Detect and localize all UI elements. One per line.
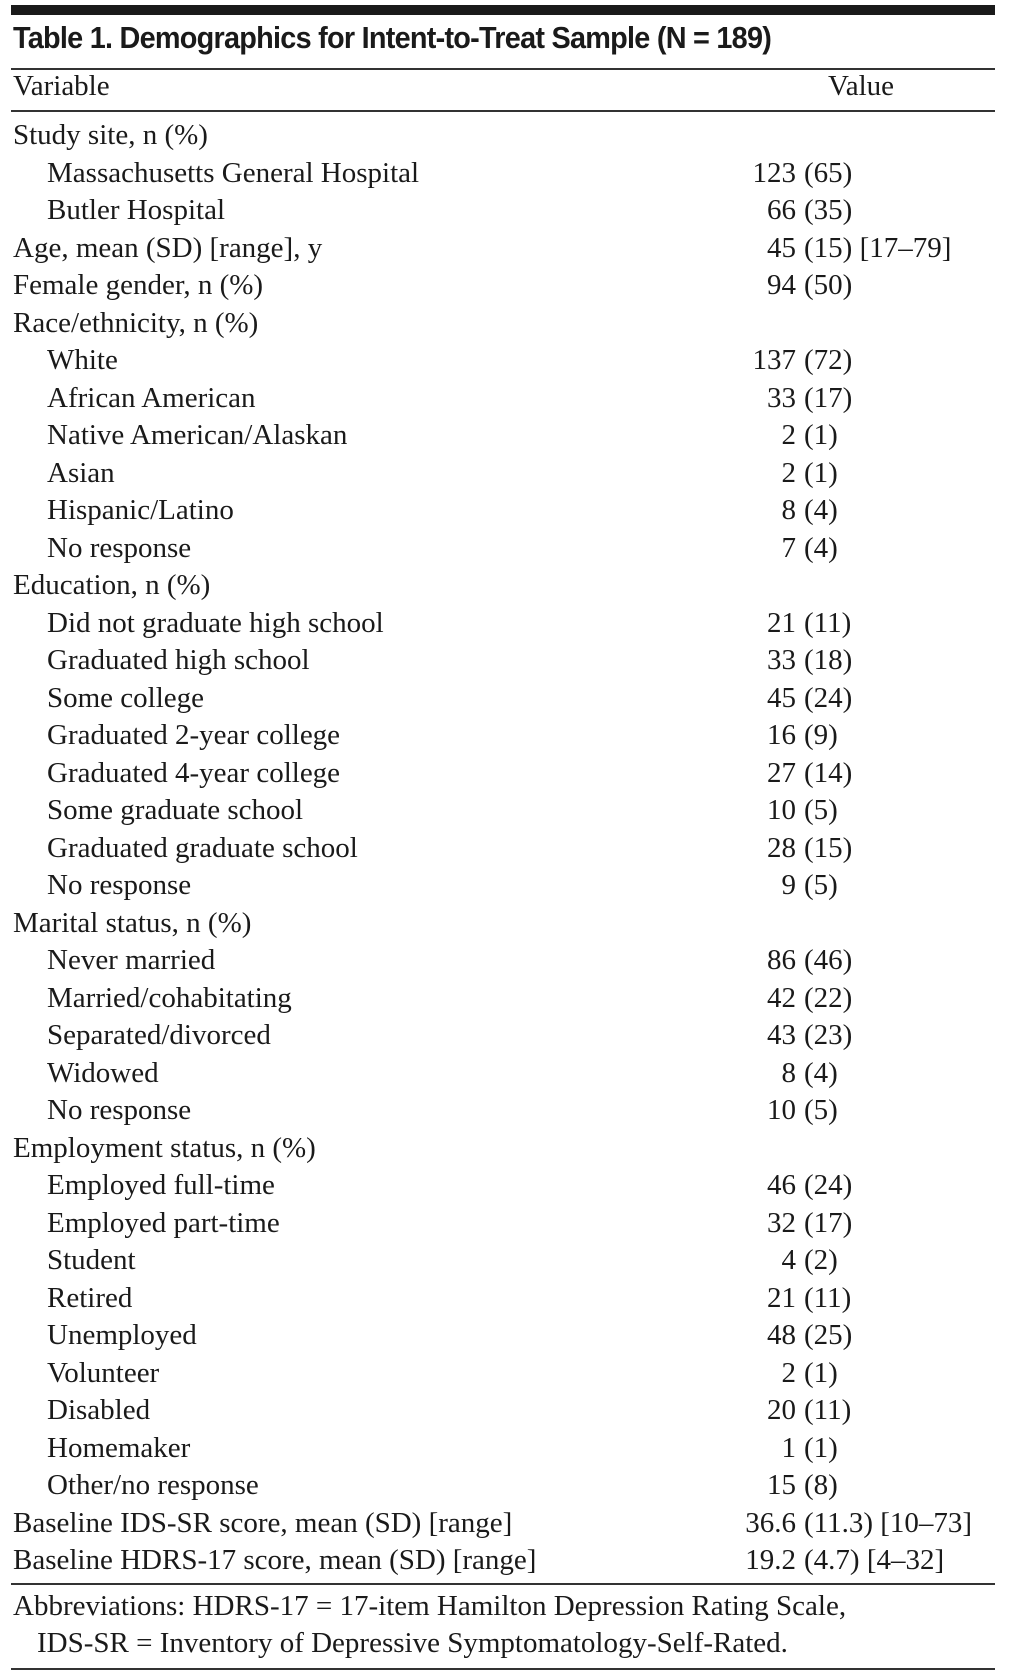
row-label: Graduated graduate school [47, 831, 358, 864]
row-value-number: 4 [781, 1244, 796, 1276]
row-value-detail: (5) [804, 869, 838, 901]
row-value-number: 86 [767, 944, 796, 976]
row-value-detail: (9) [804, 719, 838, 751]
row-label: Butler Hospital [47, 194, 226, 226]
row-value-number: 21 [767, 606, 796, 639]
table-row [0, 267, 1009, 305]
row-value-number: 94 [767, 269, 796, 301]
table-row [0, 1505, 1009, 1543]
row-value-detail: (72) [804, 344, 853, 376]
table-row [0, 117, 1009, 155]
row-value-number: 123 [752, 156, 796, 189]
row-category-label: Age, mean (SD) [range], y [13, 231, 323, 264]
row-value-number: 16 [767, 719, 796, 751]
row-value-detail: (4) [804, 531, 838, 564]
row-value-number: 21 [767, 1281, 796, 1314]
row-value-number: 45 [767, 231, 796, 264]
row-value-number: 48 [767, 1319, 796, 1351]
table-row [0, 1542, 1009, 1580]
row-label: Massachusetts General Hospital [47, 156, 420, 189]
row-value-number: 19.2 [745, 1544, 796, 1576]
row-category-label: Education, n (%) [13, 569, 211, 601]
row-label: Hispanic/Latino [47, 494, 234, 526]
table-row [0, 755, 1009, 793]
row-category-label: Marital status, n (%) [13, 906, 252, 939]
table-row [0, 1317, 1009, 1355]
row-label: Native American/Alaskan [47, 419, 348, 451]
row-value-number: 10 [767, 794, 796, 826]
table-row [0, 1242, 1009, 1280]
row-value-detail: (8) [804, 1469, 838, 1501]
table-row [0, 1092, 1009, 1130]
table-row [0, 905, 1009, 943]
top-rule [11, 5, 995, 15]
table-row [0, 417, 1009, 455]
row-value-detail: (1) [804, 456, 838, 489]
row-value-number: 66 [767, 194, 796, 226]
row-value-detail: (1) [804, 1431, 838, 1464]
row-label: Never married [47, 944, 216, 976]
row-category-label: Race/ethnicity, n (%) [13, 306, 259, 339]
row-value-number: 28 [767, 831, 796, 864]
row-value-detail: (2) [804, 1244, 838, 1276]
table-row [0, 1130, 1009, 1168]
footnote-line-2: IDS-SR = Inventory of Depressive Symptomatology-Self-Rated. [37, 1627, 788, 1659]
row-label: Asian [47, 456, 115, 489]
row-value-detail: (5) [804, 1094, 838, 1126]
row-value-detail: (11) [804, 1281, 852, 1314]
row-label: Employed full-time [47, 1169, 275, 1201]
row-value-detail: (18) [804, 644, 853, 676]
row-category-label: Study site, n (%) [13, 119, 208, 151]
row-value-number: 9 [781, 869, 796, 901]
row-value-number: 7 [781, 531, 796, 564]
row-value-detail: (25) [804, 1319, 853, 1351]
table-title: Table 1. Demographics for Intent-to-Treat Sample (N = 189) [13, 20, 772, 55]
table-row [0, 680, 1009, 718]
row-label: Retired [47, 1281, 133, 1314]
row-value-detail: (24) [804, 1169, 853, 1201]
body-rule [11, 1583, 995, 1585]
row-value-detail: (50) [804, 269, 853, 301]
table-row [0, 230, 1009, 268]
row-value-detail: (35) [804, 194, 853, 226]
row-value-number: 32 [767, 1206, 796, 1239]
row-value-detail: (11) [804, 606, 852, 639]
table-row [0, 342, 1009, 380]
row-value-detail: (11.3) [10–73] [804, 1506, 973, 1539]
table-row [0, 305, 1009, 343]
table-body [0, 117, 1009, 1580]
table-row [0, 1392, 1009, 1430]
row-value-number: 1 [781, 1431, 796, 1464]
table-row [0, 380, 1009, 418]
row-label: Some college [47, 681, 205, 714]
row-value-detail: (14) [804, 756, 853, 789]
column-header-value: Value [828, 70, 895, 102]
row-category-label: Baseline IDS-SR score, mean (SD) [range] [13, 1506, 513, 1539]
row-label: Married/cohabitating [47, 981, 292, 1014]
table-row [0, 530, 1009, 568]
row-value-detail: (5) [804, 794, 838, 826]
table-row [0, 1467, 1009, 1505]
row-label: Homemaker [47, 1431, 191, 1464]
row-category-label: Baseline HDRS-17 score, mean (SD) [range] [13, 1544, 537, 1576]
bottom-rule [11, 1668, 995, 1670]
row-label: No response [47, 1094, 192, 1126]
table-row [0, 867, 1009, 905]
row-label: Widowed [47, 1056, 159, 1089]
footnote-line-1: Abbreviations: HDRS-17 = 17-item Hamilton Depression Rating Scale, [13, 1590, 847, 1622]
row-value-detail: (1) [804, 1356, 838, 1389]
row-value-detail: (4) [804, 494, 838, 526]
row-value-detail: (15) [804, 831, 853, 864]
row-value-detail: (22) [804, 981, 853, 1014]
row-label: Employed part-time [47, 1206, 280, 1239]
row-value-detail: (65) [804, 156, 853, 189]
row-value-number: 27 [767, 756, 796, 789]
row-category-label: Female gender, n (%) [13, 269, 264, 301]
row-value-number: 15 [767, 1469, 796, 1501]
table-row [0, 642, 1009, 680]
row-value-number: 137 [752, 344, 796, 376]
row-value-number: 33 [767, 381, 796, 414]
row-value-number: 33 [767, 644, 796, 676]
row-value-number: 2 [781, 456, 796, 489]
row-label: Did not graduate high school [47, 606, 384, 639]
row-value-number: 36.6 [745, 1506, 796, 1539]
table-row [0, 717, 1009, 755]
row-value-number: 10 [767, 1094, 796, 1126]
table-row [0, 155, 1009, 193]
row-label: Some graduate school [47, 794, 304, 826]
table-row [0, 455, 1009, 493]
table-row [0, 1167, 1009, 1205]
table-row [0, 492, 1009, 530]
row-value-number: 42 [767, 981, 796, 1014]
row-label: Other/no response [47, 1469, 259, 1501]
row-label: Separated/divorced [47, 1019, 271, 1051]
row-category-label: Employment status, n (%) [13, 1131, 316, 1164]
row-value-number: 43 [767, 1019, 796, 1051]
column-header-variable: Variable [13, 70, 110, 102]
table-row [0, 1017, 1009, 1055]
row-value-number: 2 [781, 1356, 796, 1389]
row-value-detail: (4) [804, 1056, 838, 1089]
row-value-number: 45 [767, 681, 796, 714]
table-row [0, 830, 1009, 868]
row-label: Student [47, 1244, 136, 1276]
row-label: Graduated high school [47, 644, 310, 676]
row-label: Volunteer [47, 1356, 160, 1389]
row-value-detail: (11) [804, 1394, 852, 1426]
row-label: White [47, 344, 118, 376]
table-row [0, 942, 1009, 980]
row-label: Graduated 4-year college [47, 756, 341, 789]
table-row [0, 1055, 1009, 1093]
row-label: No response [47, 869, 192, 901]
row-label: No response [47, 531, 192, 564]
table-row [0, 605, 1009, 643]
table-row [0, 192, 1009, 230]
row-value-detail: (4.7) [4–32] [804, 1544, 945, 1576]
table-row [0, 1205, 1009, 1243]
row-label: African American [47, 381, 256, 414]
row-value-number: 2 [781, 419, 796, 451]
row-value-detail: (24) [804, 681, 853, 714]
row-value-detail: (17) [804, 1206, 853, 1239]
row-value-detail: (23) [804, 1019, 853, 1051]
row-value-number: 46 [767, 1169, 796, 1201]
row-value-detail: (1) [804, 419, 838, 451]
row-value-detail: (46) [804, 944, 853, 976]
table-row [0, 1355, 1009, 1393]
row-value-detail: (15) [17–79] [804, 231, 952, 264]
table-row [0, 1430, 1009, 1468]
header-rule [11, 110, 995, 112]
row-label: Disabled [47, 1394, 151, 1426]
row-value-number: 20 [767, 1394, 796, 1426]
row-value-number: 8 [781, 1056, 796, 1089]
table-row [0, 1280, 1009, 1318]
row-label: Unemployed [47, 1319, 197, 1351]
table-row [0, 792, 1009, 830]
row-value-number: 8 [781, 494, 796, 526]
table-row [0, 980, 1009, 1018]
row-value-detail: (17) [804, 381, 853, 414]
table-row [0, 567, 1009, 605]
row-label: Graduated 2-year college [47, 719, 341, 751]
